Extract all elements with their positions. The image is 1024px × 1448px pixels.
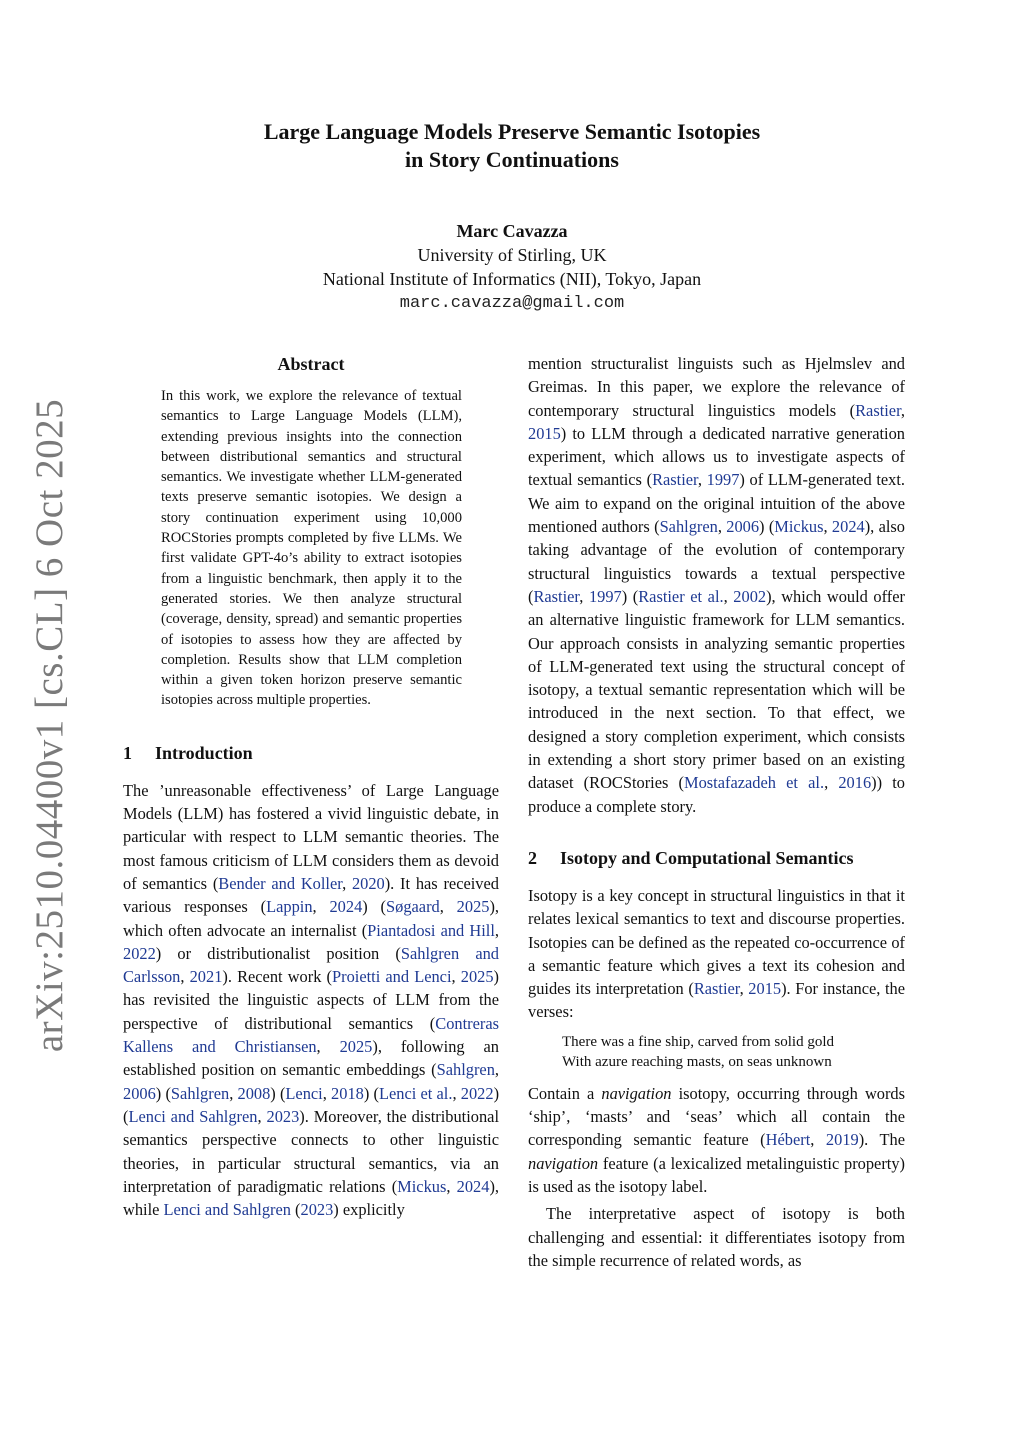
interpretative-paragraph: The interpretative aspect of isotopy is both challenging and essential: it differentiates isotopy from the simple recurrence of related words, as xyxy=(528,1204,905,1270)
citation-link[interactable]: 2025 xyxy=(339,1037,373,1057)
citation-link[interactable]: Lappin xyxy=(266,897,313,917)
citation-link[interactable]: 2015 xyxy=(528,423,561,443)
citation-link[interactable]: 2024 xyxy=(831,517,865,537)
citation-link[interactable]: Mickus xyxy=(397,1176,447,1196)
isotopy-paragraph: Isotopy is a key concept in structural linguistics in that it relates lexical semantics to text and discourse properties. Isotopies can be defined as the repeated co-occurrence of a semantic feature which gives a text its cohesion and guides its interpretation (Rastier, 2015). For instance, the verses: xyxy=(528,885,905,1022)
arxiv-identifier[interactable]: arXiv:2510.04400v1 [cs.CL] 6 Oct 2025 xyxy=(28,398,72,1052)
citation-link[interactable]: 2022 xyxy=(123,943,156,963)
abstract-heading: Abstract xyxy=(277,354,345,374)
section-number: 1 xyxy=(123,742,132,763)
citation-link[interactable]: 2025 xyxy=(460,967,494,987)
citation-link[interactable]: 2016 xyxy=(838,773,872,793)
citation-link[interactable]: Lenci and Sahlgren xyxy=(163,1200,291,1220)
citation-link[interactable]: Rastier xyxy=(855,400,901,420)
citation-link[interactable]: 1997 xyxy=(706,470,740,490)
verse-line: With azure reaching masts, on seas unknown xyxy=(562,1053,832,1070)
section-heading-isotopy xyxy=(528,846,905,870)
citation-link[interactable]: Hébert xyxy=(765,1130,811,1150)
section-title: Introduction xyxy=(155,742,253,763)
citation-link[interactable]: 2006 xyxy=(726,517,760,537)
citation-link[interactable]: Rastier xyxy=(533,586,580,606)
citation-link[interactable]: Sahlgren and Carlsson xyxy=(123,943,500,987)
affiliation-1: University of Stirling, UK xyxy=(417,245,607,265)
paper-title: Large Language Models Preserve Semantic Isotopies in Story Continuations xyxy=(263,119,761,172)
verse-line: There was a fine ship, carved from solid gold xyxy=(562,1033,834,1050)
isotopy-example-paragraph: Contain a navigation isotopy, occurring through words ‘ship’, ‘masts’ and ‘seas’ which all contain the corresponding semantic feature (Hébert, 2019). The navigation feature (a lexicalized metalinguistic property) is used as the isotopy label. xyxy=(528,1083,906,1196)
citation-link[interactable]: Lenci and Sahlgren xyxy=(128,1106,258,1126)
title-block xyxy=(112,118,912,316)
citation-link[interactable]: 2020 xyxy=(351,873,385,893)
citation-link[interactable]: Søgaard xyxy=(386,897,440,917)
verse-quote xyxy=(562,1032,905,1072)
citation-link[interactable]: Mostafazadeh et al. xyxy=(684,773,825,793)
citation-link[interactable]: 2024 xyxy=(329,897,363,917)
citation-link[interactable]: 2024 xyxy=(456,1176,490,1196)
citation-link[interactable]: 2002 xyxy=(733,586,767,606)
author-email[interactable]: marc.cavazza@gmail.com xyxy=(399,294,625,313)
citation-link[interactable]: Lenci xyxy=(285,1083,323,1103)
citation-link[interactable]: Rastier et al. xyxy=(638,586,724,606)
citation-link[interactable]: Sahlgren xyxy=(436,1060,495,1080)
citation-link[interactable]: 2015 xyxy=(748,979,782,999)
citation-link[interactable]: 2018 xyxy=(331,1083,364,1103)
citation-link[interactable]: Sahlgren xyxy=(170,1083,230,1103)
citation-link[interactable]: Bender and Koller xyxy=(218,873,343,893)
citation-link[interactable]: 2025 xyxy=(456,897,490,917)
section-title: Isotopy and Computational Semantics xyxy=(560,847,854,868)
right-column xyxy=(528,352,905,1272)
abstract-body: In this work, we explore the relevance of textual semantics to Large Language Models (LLM), extending previous insights into the connection between distributional semantics and structural semantics. We investigate whether LLM-generated texts preserve semantic isotopies. We design a story continuation experiment using 10,000 ROCStories prompts completed by five LLMs. We first validate GPT-4o’s ability to extract isotopies from a linguistic benchmark, then apply it to the generated stories. We then analyze structural (coverage, density, spread) and semantic properties of isotopies to assess how they are affected by completion. Results show that LLM completion within a given token horizon preserve semantic isotopies across multiple properties. xyxy=(161,388,462,709)
citation-link[interactable]: Rastier xyxy=(693,979,740,999)
citation-link[interactable]: Sahlgren xyxy=(659,517,718,537)
intro-paragraph: The ’unreasonable effectiveness’ of Large Language Models (LLM) has fostered a vivid linguistic debate, in particular with respect to LLM semantic theories. The most famous criticism of LLM considers them as devoid of semantics (Bender and Koller, 2020). It has received various responses (Lappin, 2024) (Søgaard, 2025), which often advocate an internalist (Piantadosi and Hill, 2022) or distributionalist position (Sahlgren and Carlsson, 2021). Recent work (Proietti and Lenci, 2025) has revisited the linguistic aspects of LLM from the perspective of distributional semantics (Contreras Kallens and Christiansen, 2025), following an established position on semantic embeddings (Sahlgren, 2006) (Sahlgren, 2008) (Lenci, 2018) (Lenci et al., 2022)(Lenci and Sahlgren, 2023). Moreover, the distributional semantics perspective connects to other linguistic theories, in particular structural semantics, via an interpretation of paradigmatic relations (Mickus, 2024), while Lenci and Sahlgren (2023) explicitly xyxy=(123,780,500,1220)
intro-paragraph-continued: mention structuralist linguists such as Hjelmslev and Greimas. In this paper, we explore the relevance of contemporary structural linguistics models (Rastier, 2015) to LLM through a dedicated narrative generation experiment, which allows us to investigate aspects of textual semantics (Rastier, 1997) of LLM-generated text. We aim to expand on the original intuition of the above mentioned authors (Sahlgren, 2006) (Mickus, 2024), also taking advantage of the evolution of contemporary structural linguistics towards a textual perspective (Rastier, 1997) (Rastier et al., 2002), which would offer an alternative linguistic framework for LLM semantics. Our approach consists in analyzing semantic properties of LLM-generated text using the structural concept of isotopy, a textual semantic representation which will be introduced in the next section. To that effect, we designed a story completion experiment, which consists in extending a short story primer based on an existing dataset (ROCStories (Mostafazadeh et al., 2016)) to produce a complete story. xyxy=(528,354,905,816)
citation-link[interactable]: 2023 xyxy=(300,1200,334,1220)
citation-link[interactable]: 2022 xyxy=(460,1083,494,1103)
citation-link[interactable]: 2023 xyxy=(266,1106,300,1126)
affiliation-2: National Institute of Informatics (NII), Tokyo, Japan xyxy=(322,269,702,289)
citation-link[interactable]: 2008 xyxy=(237,1083,271,1103)
citation-link[interactable]: Lenci et al. xyxy=(378,1083,453,1103)
left-column xyxy=(123,352,499,1221)
citation-link[interactable]: 2019 xyxy=(825,1130,859,1150)
citation-link[interactable]: 2006 xyxy=(123,1083,156,1103)
citation-link[interactable]: Piantadosi and Hill xyxy=(367,920,495,940)
citation-link[interactable]: Contreras Kallens and Christiansen xyxy=(123,1013,499,1057)
citation-link[interactable]: Rastier xyxy=(652,470,698,490)
section-number: 2 xyxy=(528,847,537,868)
author-name: Marc Cavazza xyxy=(456,221,568,241)
citation-link[interactable]: 2021 xyxy=(189,967,223,987)
citation-link[interactable]: Proietti and Lenci xyxy=(332,967,452,987)
section-heading-introduction xyxy=(123,741,499,765)
arxiv-stamp xyxy=(10,398,90,1052)
citation-link[interactable]: Mickus xyxy=(774,517,824,537)
citation-link[interactable]: 1997 xyxy=(588,586,622,606)
